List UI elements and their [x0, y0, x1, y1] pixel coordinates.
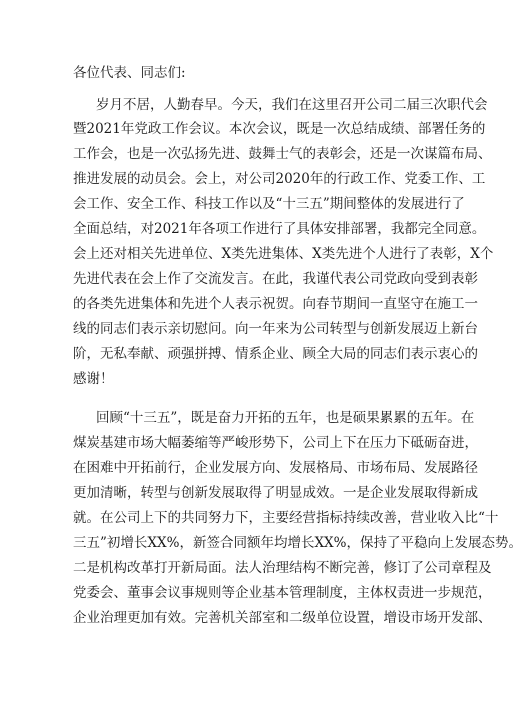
paragraph-1-line: 感谢！ [73, 371, 114, 387]
paragraph-1-line: 暨2021年党政工作会议。本次会议，既是一次总结成绩、部署任务的 [73, 121, 486, 137]
paragraph-1-line: 工作会，也是一次弘扬先进、鼓舞士气的表彰会，还是一次谋篇布局、 [73, 146, 492, 162]
paragraph-2-line: 党委会、董事会议事规则等企业基本管理制度，主体权责进一步规范， [73, 585, 492, 601]
paragraph-1-line: 会工作、安全工作、科技工作以及“十三五”期间整体的发展进行了 [73, 196, 465, 212]
paragraph-1-line: 会上还对相关先进单位、X类先进集体、X类先进个人进行了表彰，X个 [73, 246, 494, 262]
paragraph-2-line: 更加清晰，转型与创新发展取得了明显成效。一是企业发展取得新成 [73, 485, 478, 501]
paragraph-1-line: 先进代表在会上作了交流发言。在此，我谨代表公司党政向受到表彰 [73, 271, 478, 287]
paragraph-2-line: 回顾“十三五”，既是奋力开拓的五年，也是硕果累累的五年。在 [96, 410, 475, 426]
greeting: 各位代表、同志们: [73, 65, 186, 81]
paragraph-1-line: 线的同志们表示亲切慰问。向一年来为公司转型与创新发展迈上新台 [73, 321, 478, 337]
paragraph-1-line: 阶，无私奉献、顽强拼搏、情系企业、顾全大局的同志们表示衷心的 [73, 346, 478, 362]
paragraph-2-line: 煤炭基建市场大幅萎缩等严峻形势下，公司上下在压力下砥砺奋进， [73, 435, 478, 451]
paragraph-1-line: 的各类先进集体和先进个人表示祝贺。向春节期间一直坚守在施工一 [73, 296, 478, 312]
paragraph-1-line: 全面总结，对2021年各项工作进行了具体安排部署，我都完全同意。 [73, 221, 486, 237]
paragraph-2-line: 三五”初增长XX%，新签合同额年均增长XX%，保持了平稳向上发展态势。 [73, 535, 522, 551]
paragraph-1-line: 岁月不居，人勤春早。今天，我们在这里召开公司二届三次职代会 [96, 97, 488, 113]
paragraph-2-line: 企业治理更加有效。完善机关部室和二级单位设置，增设市场开发部、 [73, 610, 492, 626]
paragraph-2-line: 就。在公司上下的共同努力下，主要经营指标持续改善，营业收入比“十 [73, 510, 499, 526]
paragraph-2-line: 二是机构改革打开新局面。法人治理结构不断完善，修订了公司章程及 [73, 560, 492, 576]
paragraph-1-line: 推进发展的动员会。会上，对公司2020年的行政工作、党委工作、工 [73, 171, 486, 187]
paragraph-2-line: 在困难中开拓前行，企业发展方向、发展格局、市场布局、发展路径 [73, 460, 478, 476]
